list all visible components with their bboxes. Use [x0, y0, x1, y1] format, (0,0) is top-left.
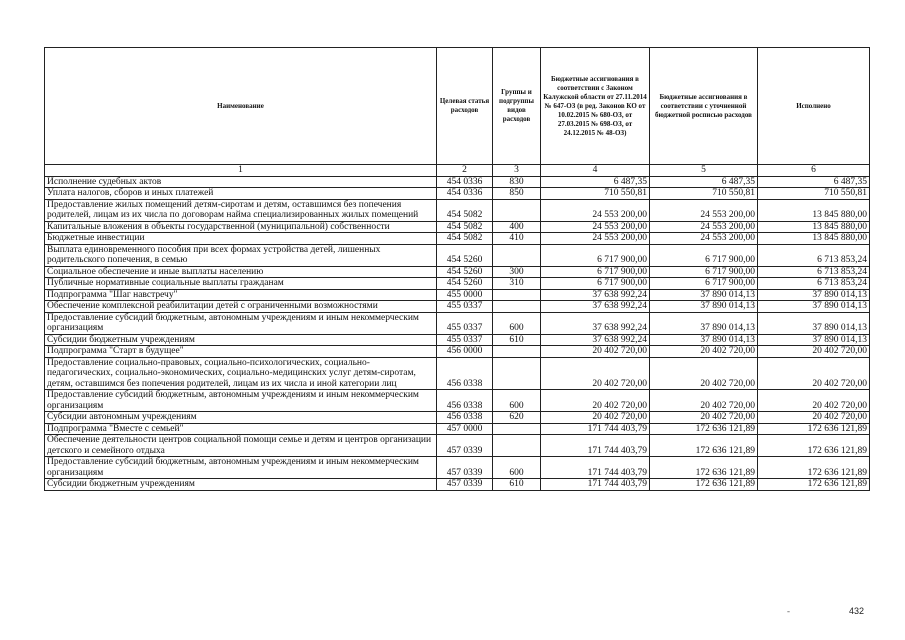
row-refined-allocation: 6 717 900,00 [650, 244, 758, 266]
row-expense-group: 610 [493, 479, 541, 491]
row-expense-group: 600 [493, 457, 541, 479]
row-name: Выплата единовременного пособия при всех формах устройства детей, лишенных родительского попечения, в семью [45, 244, 437, 266]
table-row [45, 188, 870, 200]
row-refined-allocation: 24 553 200,00 [650, 199, 758, 221]
row-executed: 37 890 014,13 [758, 301, 870, 313]
row-executed: 6 487,35 [758, 176, 870, 188]
row-expense-group [493, 301, 541, 313]
row-expense-group [493, 244, 541, 266]
row-name: Уплата налогов, сборов и иных платежей [45, 188, 437, 200]
row-expense-group: 600 [493, 312, 541, 334]
row-name: Предоставление субсидий бюджетным, автономным учреждениям и иным некоммерческим организациям [45, 457, 437, 479]
table-row [45, 390, 870, 412]
row-executed: 172 636 121,89 [758, 435, 870, 457]
row-refined-allocation: 6 717 900,00 [650, 266, 758, 278]
row-refined-allocation: 172 636 121,89 [650, 435, 758, 457]
row-expense-group: 310 [493, 278, 541, 290]
table-row [45, 312, 870, 334]
row-target-article: 454 5260 [437, 244, 493, 266]
row-law-allocation: 6 487,35 [541, 176, 650, 188]
row-name: Публичные нормативные социальные выплаты гражданам [45, 278, 437, 290]
row-law-allocation: 37 638 992,24 [541, 289, 650, 301]
row-target-article: 456 0000 [437, 346, 493, 358]
row-refined-allocation: 172 636 121,89 [650, 479, 758, 491]
page-number: 432 [849, 606, 865, 616]
row-law-allocation: 24 553 200,00 [541, 233, 650, 245]
row-refined-allocation: 24 553 200,00 [650, 233, 758, 245]
table-row [45, 221, 870, 233]
row-name: Подпрограмма "Вместе с семьей" [45, 423, 437, 435]
row-refined-allocation: 172 636 121,89 [650, 423, 758, 435]
row-executed: 172 636 121,89 [758, 479, 870, 491]
row-name: Субсидии бюджетным учреждениям [45, 479, 437, 491]
row-target-article: 455 0337 [437, 312, 493, 334]
row-law-allocation: 710 550,81 [541, 188, 650, 200]
table-row [45, 266, 870, 278]
column-number: 1 [45, 165, 437, 177]
row-name: Субсидии автономным учреждениям [45, 412, 437, 424]
row-refined-allocation: 20 402 720,00 [650, 412, 758, 424]
footer-mark: - [787, 606, 790, 616]
row-refined-allocation: 20 402 720,00 [650, 390, 758, 412]
table-row [45, 199, 870, 221]
row-target-article: 456 0338 [437, 390, 493, 412]
row-law-allocation: 24 553 200,00 [541, 199, 650, 221]
row-law-allocation: 171 744 403,79 [541, 423, 650, 435]
row-refined-allocation: 172 636 121,89 [650, 457, 758, 479]
row-expense-group [493, 423, 541, 435]
table-row [45, 334, 870, 346]
row-expense-group: 410 [493, 233, 541, 245]
row-name: Предоставление социально-правовых, социально-психологических, социально-педагогических, социально-экономических, социально-медицинских услуг детям-сиротам, детям, оставшимся без попечения родителей, лицам из их числа и иной категории лиц [45, 357, 437, 390]
row-law-allocation: 171 744 403,79 [541, 479, 650, 491]
row-expense-group: 300 [493, 266, 541, 278]
row-executed: 20 402 720,00 [758, 412, 870, 424]
row-executed: 20 402 720,00 [758, 390, 870, 412]
row-law-allocation: 37 638 992,24 [541, 301, 650, 313]
row-name: Предоставление субсидий бюджетным, автономным учреждениям и иным некоммерческим организациям [45, 390, 437, 412]
row-target-article: 454 5260 [437, 278, 493, 290]
table-row [45, 233, 870, 245]
row-law-allocation: 171 744 403,79 [541, 435, 650, 457]
row-target-article: 454 5260 [437, 266, 493, 278]
row-expense-group [493, 346, 541, 358]
row-executed: 20 402 720,00 [758, 357, 870, 390]
row-target-article: 454 0336 [437, 176, 493, 188]
row-law-allocation: 171 744 403,79 [541, 457, 650, 479]
column-number: 2 [437, 165, 493, 177]
row-law-allocation: 6 717 900,00 [541, 244, 650, 266]
row-target-article: 455 0000 [437, 289, 493, 301]
row-law-allocation: 37 638 992,24 [541, 334, 650, 346]
row-executed: 37 890 014,13 [758, 289, 870, 301]
table-row [45, 457, 870, 479]
row-executed: 13 845 880,00 [758, 199, 870, 221]
row-expense-group [493, 435, 541, 457]
row-law-allocation: 20 402 720,00 [541, 346, 650, 358]
row-refined-allocation: 37 890 014,13 [650, 301, 758, 313]
row-executed: 13 845 880,00 [758, 221, 870, 233]
row-target-article: 456 0338 [437, 412, 493, 424]
row-name: Предоставление жилых помещений детям-сиротам и детям, оставшимся без попечения родителей, лицам из их числа по договорам найма специализированных жилых помещений [45, 199, 437, 221]
table-row [45, 357, 870, 390]
table-row [45, 346, 870, 358]
row-law-allocation: 20 402 720,00 [541, 412, 650, 424]
header-name: Наименование [45, 48, 437, 165]
table-row [45, 423, 870, 435]
row-executed: 13 845 880,00 [758, 233, 870, 245]
row-law-allocation: 20 402 720,00 [541, 357, 650, 390]
row-expense-group: 620 [493, 412, 541, 424]
row-refined-allocation: 37 890 014,13 [650, 289, 758, 301]
column-number: 4 [541, 165, 650, 177]
header-executed: Исполнено [758, 48, 870, 165]
header-expense-groups: Группы и подгруппы видов расходов [493, 48, 541, 165]
header-target-article: Целевая статья расходов [437, 48, 493, 165]
row-law-allocation: 24 553 200,00 [541, 221, 650, 233]
header-row [45, 48, 870, 165]
row-expense-group: 400 [493, 221, 541, 233]
budget-table [44, 47, 870, 491]
row-law-allocation: 6 717 900,00 [541, 266, 650, 278]
column-number: 5 [650, 165, 758, 177]
row-target-article: 454 5082 [437, 221, 493, 233]
row-executed: 6 713 853,24 [758, 266, 870, 278]
header-law-allocations: Бюджетные ассигнования в соответствии с Законом Калужской области от 27.11.2014 № 647-ОЗ (в ред. Законов КО от 10.02.2015 № 680-ОЗ, от 27.03.2015 № 698-ОЗ, от 24.12.2015 № 48-ОЗ) [541, 48, 650, 165]
row-executed: 37 890 014,13 [758, 334, 870, 346]
row-refined-allocation: 6 717 900,00 [650, 278, 758, 290]
row-law-allocation: 6 717 900,00 [541, 278, 650, 290]
table-body [45, 176, 870, 490]
row-expense-group: 610 [493, 334, 541, 346]
table-row [45, 301, 870, 313]
table-row [45, 244, 870, 266]
row-target-article: 457 0339 [437, 457, 493, 479]
row-name: Подпрограмма "Старт в будущее" [45, 346, 437, 358]
row-refined-allocation: 20 402 720,00 [650, 346, 758, 358]
row-name: Социальное обеспечение и иные выплаты населению [45, 266, 437, 278]
row-law-allocation: 20 402 720,00 [541, 390, 650, 412]
header-refined-allocations: Бюджетные ассигнования в соответствии с уточненной бюджетной росписью расходов [650, 48, 758, 165]
row-target-article: 457 0000 [437, 423, 493, 435]
row-executed: 6 713 853,24 [758, 244, 870, 266]
row-name: Предоставление субсидий бюджетным, автономным учреждениям и иным некоммерческим организациям [45, 312, 437, 334]
row-executed: 710 550,81 [758, 188, 870, 200]
row-target-article: 455 0337 [437, 334, 493, 346]
row-name: Исполнение судебных актов [45, 176, 437, 188]
row-expense-group [493, 199, 541, 221]
row-expense-group: 830 [493, 176, 541, 188]
row-target-article: 455 0337 [437, 301, 493, 313]
row-executed: 20 402 720,00 [758, 346, 870, 358]
row-refined-allocation: 6 487,35 [650, 176, 758, 188]
row-refined-allocation: 37 890 014,13 [650, 312, 758, 334]
row-expense-group [493, 289, 541, 301]
column-number-row [45, 165, 870, 177]
row-executed: 6 713 853,24 [758, 278, 870, 290]
row-expense-group [493, 357, 541, 390]
row-target-article: 456 0338 [437, 357, 493, 390]
table-row [45, 479, 870, 491]
column-number: 6 [758, 165, 870, 177]
row-executed: 172 636 121,89 [758, 423, 870, 435]
row-target-article: 454 5082 [437, 199, 493, 221]
row-executed: 37 890 014,13 [758, 312, 870, 334]
table-row [45, 289, 870, 301]
row-name: Обеспечение комплексной реабилитации детей с ограниченными возможностями [45, 301, 437, 313]
row-refined-allocation: 710 550,81 [650, 188, 758, 200]
row-name: Бюджетные инвестиции [45, 233, 437, 245]
row-target-article: 457 0339 [437, 479, 493, 491]
row-law-allocation: 37 638 992,24 [541, 312, 650, 334]
row-name: Субсидии бюджетным учреждениям [45, 334, 437, 346]
row-name: Обеспечение деятельности центров социальной помощи семье и детям и центров организации детского и семейного отдыха [45, 435, 437, 457]
row-name: Капитальные вложения в объекты государственной (муниципальной) собственности [45, 221, 437, 233]
row-refined-allocation: 20 402 720,00 [650, 357, 758, 390]
row-expense-group: 600 [493, 390, 541, 412]
row-target-article: 454 5082 [437, 233, 493, 245]
row-target-article: 454 0336 [437, 188, 493, 200]
column-number: 3 [493, 165, 541, 177]
row-target-article: 457 0339 [437, 435, 493, 457]
row-expense-group: 850 [493, 188, 541, 200]
row-executed: 172 636 121,89 [758, 457, 870, 479]
table-row [45, 412, 870, 424]
table-row [45, 435, 870, 457]
row-name: Подпрограмма "Шаг навстречу" [45, 289, 437, 301]
table-row [45, 176, 870, 188]
row-refined-allocation: 24 553 200,00 [650, 221, 758, 233]
table-row [45, 278, 870, 290]
row-refined-allocation: 37 890 014,13 [650, 334, 758, 346]
